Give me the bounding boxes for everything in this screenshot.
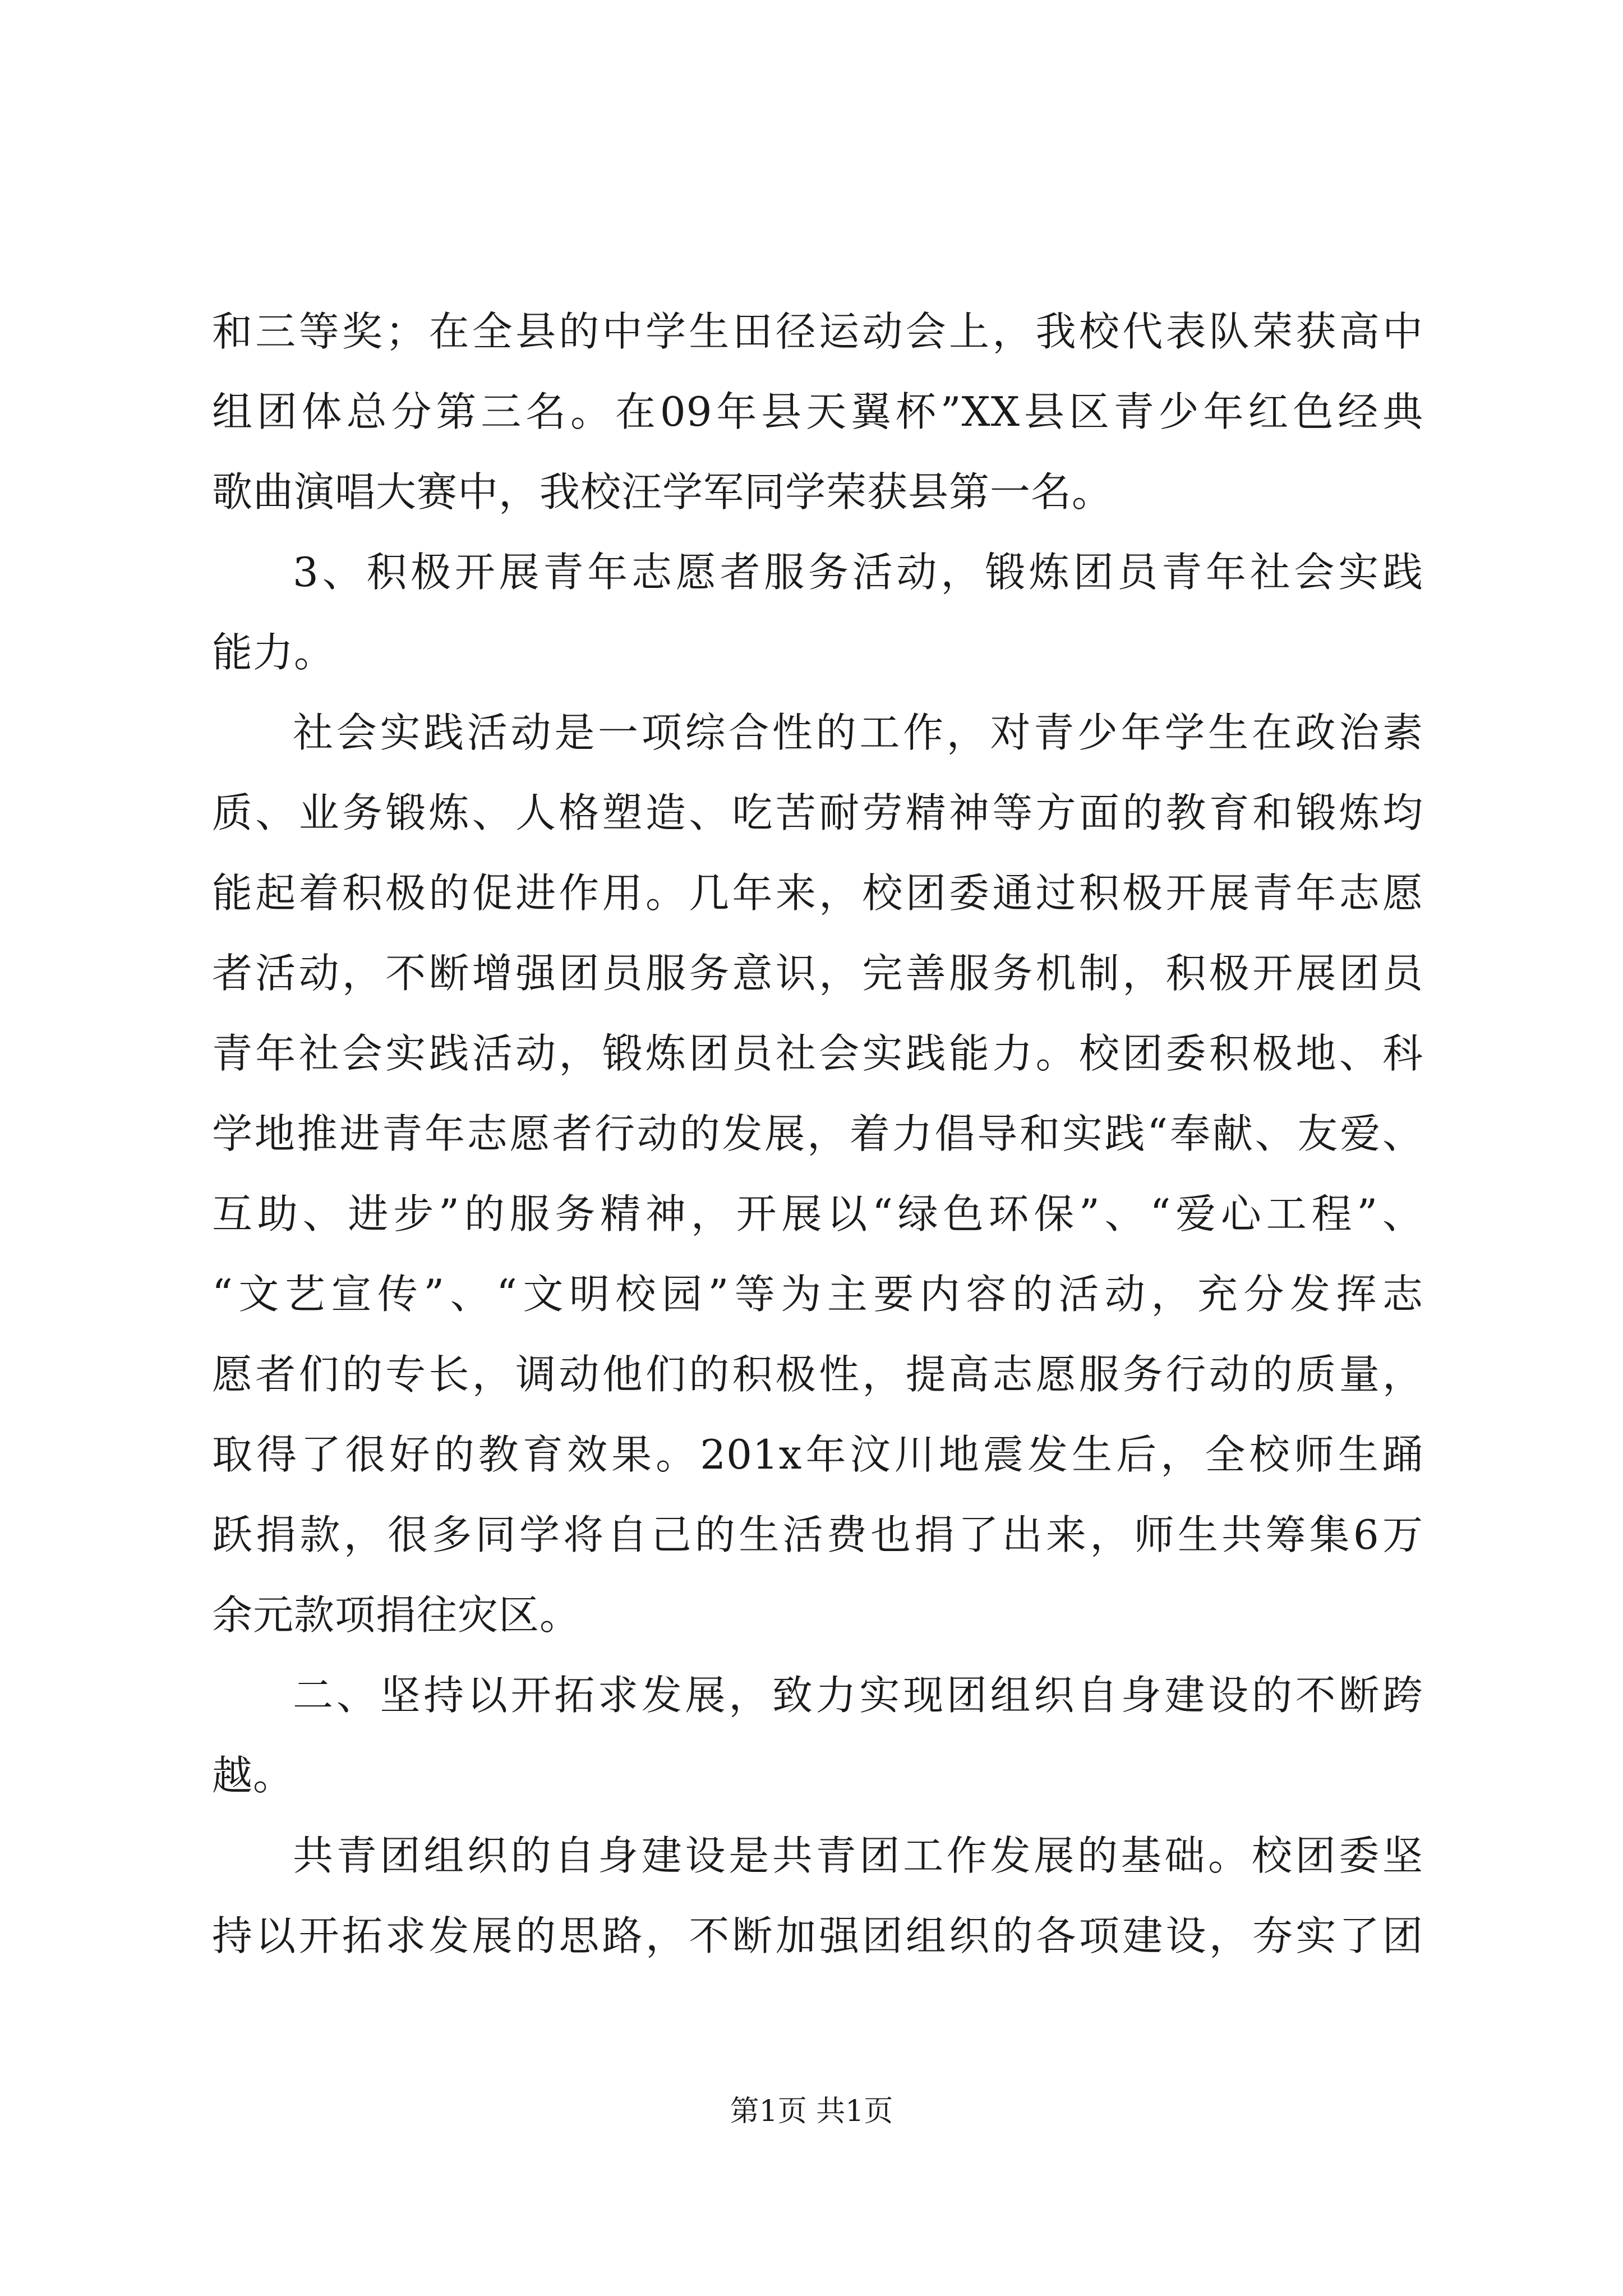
- text-line: 者活动，不断增强团员服务意识，完善服务机制，积极开展团员: [212, 950, 1423, 997]
- document-body: [212, 292, 1423, 1976]
- page-footer: [0, 2093, 1623, 2129]
- text-line: 歌曲演唱大赛中，我校汪学军同学荣获县第一名。: [212, 468, 1113, 516]
- text-line: 共青团组织的自身建设是共青团工作发展的基础。校团委坚: [293, 1832, 1423, 1879]
- section-heading-line: 越。: [212, 1752, 294, 1799]
- text-line: 青年社会实践活动，锻炼团员社会实践能力。校团委积极地、科: [212, 1030, 1423, 1077]
- text-line: 组团体总分第三名。在09年县天翼杯”XX县区青少年红色经典: [212, 388, 1423, 435]
- text-line: 学地推进青年志愿者行动的发展，着力倡导和实践“奉献、友爱、: [212, 1110, 1423, 1157]
- page-number-label: 第1页 共1页: [730, 2095, 893, 2128]
- text-line: 愿者们的专长，调动他们的积极性，提高志愿服务行动的质量，: [212, 1351, 1423, 1398]
- section-heading-line: 3、积极开展青年志愿者服务活动，锻炼团员青年社会实践: [293, 549, 1423, 596]
- text-line: 余元款项捐往灾区。: [212, 1591, 581, 1639]
- text-line: 取得了很好的教育效果。201x年汶川地震发生后，全校师生踊: [212, 1431, 1423, 1478]
- text-line: 能起着积极的促进作用。几年来，校团委通过积极开展青年志愿: [212, 869, 1423, 917]
- text-line: 持以开拓求发展的思路，不断加强团组织的各项建设，夯实了团: [212, 1912, 1423, 1959]
- text-line: “文艺宣传”、“文明校园”等为主要内容的活动，充分发挥志: [212, 1271, 1423, 1318]
- section-heading-line: 二、坚持以开拓求发展，致力实现团组织自身建设的不断跨: [293, 1672, 1423, 1719]
- text-line: 和三等奖；在全县的中学生田径运动会上，我校代表队荣获高中: [212, 308, 1423, 355]
- section-heading-line: 能力。: [212, 629, 335, 676]
- text-line: 跃捐款，很多同学将自己的生活费也捐了出来，师生共筹集6万: [212, 1511, 1423, 1558]
- text-line: 质、业务锻炼、人格塑造、吃苦耐劳精神等方面的教育和锻炼均: [212, 789, 1423, 836]
- text-line: 互助、进步”的服务精神，开展以“绿色环保”、“爱心工程”、: [212, 1190, 1423, 1237]
- text-line: 社会实践活动是一项综合性的工作，对青少年学生在政治素: [293, 709, 1423, 756]
